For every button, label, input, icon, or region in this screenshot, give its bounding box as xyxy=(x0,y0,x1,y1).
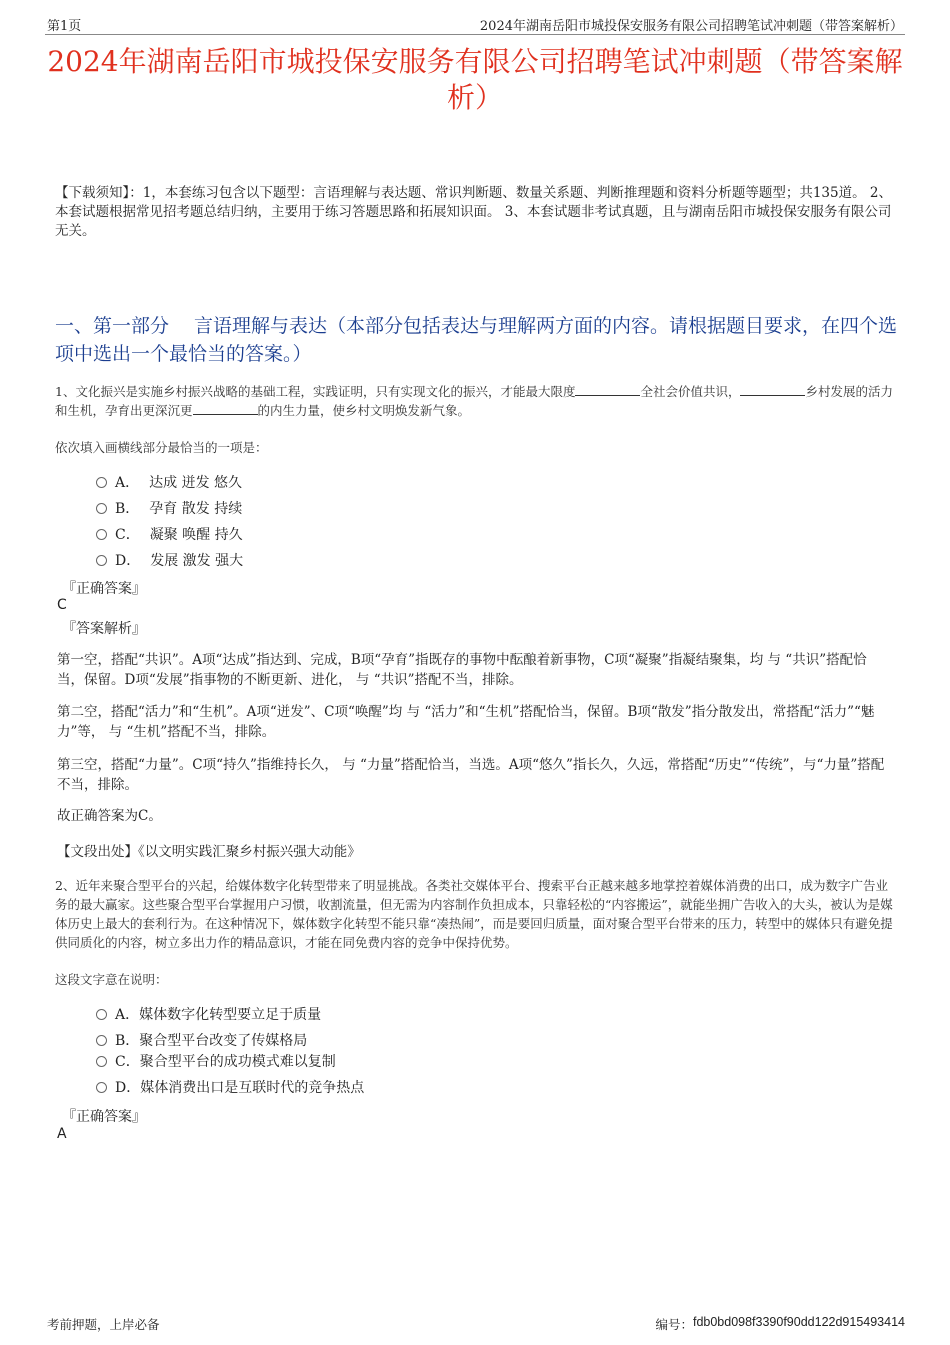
radio-icon[interactable] xyxy=(96,1082,107,1093)
question-2-text: 2、近年来聚合型平台的兴起，给媒体数字化转型带来了明显挑战。各类社交媒体平台、搜索平台正越来越多地掌控着媒体消费的出口，成为数字广告业务的最大赢家。这些聚合型平台掌握用户习惯，收割流量，但无需为内容制作负担成本，只靠轻松的“内容搬运”，就能坐拥广告收入的大头，被认为是媒体历史上最大的套利行为。在这种情况下，媒体数字化转型不能只靠“凑热闹”，而是要回归质量，面对聚合型平台带来的压力，转型中的媒体只有避免提供同质化的内容，树立多出力作的精品意识，才能在同免费内容的竞争中保持优势。 xyxy=(55,878,893,950)
blank-3 xyxy=(193,402,258,415)
section-title: 一、第一部分 言语理解与表达（本部分包括表达与理解两方面的内容。请根据题目要求，在四个选项中选出一个最恰当的答案。） xyxy=(55,315,898,365)
q2-option-d[interactable] xyxy=(96,1077,364,1097)
radio-icon[interactable] xyxy=(96,529,107,540)
q1-answer-label: 『正确答案』 xyxy=(62,581,146,597)
option-text: 聚合型平台的成功模式难以复制 xyxy=(139,1054,336,1070)
footer-slogan: 考前押题，上岸必备 xyxy=(47,1317,160,1332)
option-key: D． xyxy=(115,1080,141,1096)
option-text: 聚合型平台改变了传媒格局 xyxy=(139,1033,308,1049)
footer-code-value: fdb0bd098f3390f90dd122d915493414 xyxy=(692,1315,905,1329)
option-key: B． xyxy=(115,1033,140,1049)
radio-icon[interactable] xyxy=(96,1009,107,1020)
option-text: 发展 激发 强大 xyxy=(150,553,244,569)
page-number: 第1页 xyxy=(47,19,82,34)
q1-source: 【文段出处】《以文明实践汇聚乡村振兴强大动能》 xyxy=(57,844,361,860)
option-key: C． xyxy=(115,527,140,543)
question-1-part1: 1、文化振兴是实施乡村振兴战略的基础工程，实践证明，只有实现文化的振兴，才能最大限度 xyxy=(55,384,576,399)
q1-analysis-para-3: 第三空，搭配“力量”。C项“持久”指维持长久， 与 “力量”搭配恰当，当选。A项“悠久”指长久，久远，常搭配“历史”“传统”，与“力量”搭配不当，排除。 xyxy=(57,757,885,793)
header-doc-title: 2024年湖南岳阳市城投保安服务有限公司招聘笔试冲刺题（带答案解析） xyxy=(479,19,903,34)
document-title: 2024年湖南岳阳市城投保安服务有限公司招聘笔试冲刺题（带答案解析） xyxy=(47,45,903,114)
q2-option-a[interactable] xyxy=(96,1004,321,1024)
question-2-prompt: 这段文字意在说明： xyxy=(55,972,168,987)
option-key: A． xyxy=(115,1007,140,1023)
option-text: 凝聚 唤醒 持久 xyxy=(149,527,243,543)
radio-icon[interactable] xyxy=(96,555,107,566)
q1-analysis-label: 『答案解析』 xyxy=(62,621,146,637)
footer-code xyxy=(655,1315,905,1333)
option-key: C． xyxy=(115,1054,140,1070)
question-1-part3: 乡村发展的活力和生机，孕育出更深沉更 xyxy=(55,384,893,418)
option-text: 媒体数字化转型要立足于质量 xyxy=(139,1007,322,1023)
question-1-part2: 全社会价值共识， xyxy=(640,384,741,399)
q1-analysis-para-2: 第二空，搭配“活力”和“生机”。A项“迸发”、C项“唤醒”均 与 “活力”和“生机”搭配恰当，保留。B项“散发”指分散发出，常搭配“活力”“魅力”等， 与 “生机”搭配不当，排除。 xyxy=(57,704,875,740)
option-key: B． xyxy=(115,501,140,517)
header-divider xyxy=(45,34,905,35)
blank-1 xyxy=(575,383,640,396)
q2-answer: A xyxy=(57,1126,67,1142)
q1-option-b[interactable] xyxy=(96,498,242,518)
option-key: A． xyxy=(115,475,140,491)
radio-icon[interactable] xyxy=(96,1056,107,1067)
blank-2 xyxy=(740,383,805,396)
radio-icon[interactable] xyxy=(96,477,107,488)
q1-option-c[interactable] xyxy=(96,524,243,544)
q2-option-b[interactable] xyxy=(96,1030,307,1050)
q1-option-d[interactable] xyxy=(96,550,243,570)
option-text: 孕育 散发 持续 xyxy=(149,501,243,517)
q2-option-c[interactable] xyxy=(96,1051,336,1071)
question-1-prompt: 依次填入画横线部分最恰当的一项是： xyxy=(55,440,268,455)
q1-answer: C xyxy=(57,597,67,613)
question-1-part4: 的内生力量，使乡村文明焕发新气象。 xyxy=(257,403,471,418)
option-text: 达成 迸发 悠久 xyxy=(149,475,243,491)
footer-code-label: 编号： xyxy=(655,1317,693,1332)
q1-option-a[interactable] xyxy=(96,472,242,492)
download-notice: 【下载须知】：1，本套练习包含以下题型：言语理解与表达题、常识判断题、数量关系题、判断推理题和资料分析题等题型；共135道。 2、本套试题根据常见招考题总结归纳，主要用于练习答题思路和拓展知识面。 3、本套试题非考试真题，且与湖南岳阳市城投保安服务有限公司无关。 xyxy=(55,185,892,239)
option-text: 媒体消费出口是互联时代的竞争热点 xyxy=(140,1080,365,1096)
radio-icon[interactable] xyxy=(96,503,107,514)
option-key: D． xyxy=(115,553,141,569)
radio-icon[interactable] xyxy=(96,1035,107,1046)
q2-answer-label: 『正确答案』 xyxy=(62,1109,146,1125)
q1-analysis-para-1: 第一空，搭配“共识”。A项“达成”指达到、完成，B项“孕育”指既存的事物中酝酿着新事物，C项“凝聚”指凝结聚集，均 与 “共识”搭配恰当，保留。D项“发展”指事物的不断更新、进化， 与 “共识”搭配不当，排除。 xyxy=(57,652,867,688)
q1-analysis-conclusion: 故正确答案为C。 xyxy=(57,808,162,824)
question-1-text xyxy=(55,382,900,420)
